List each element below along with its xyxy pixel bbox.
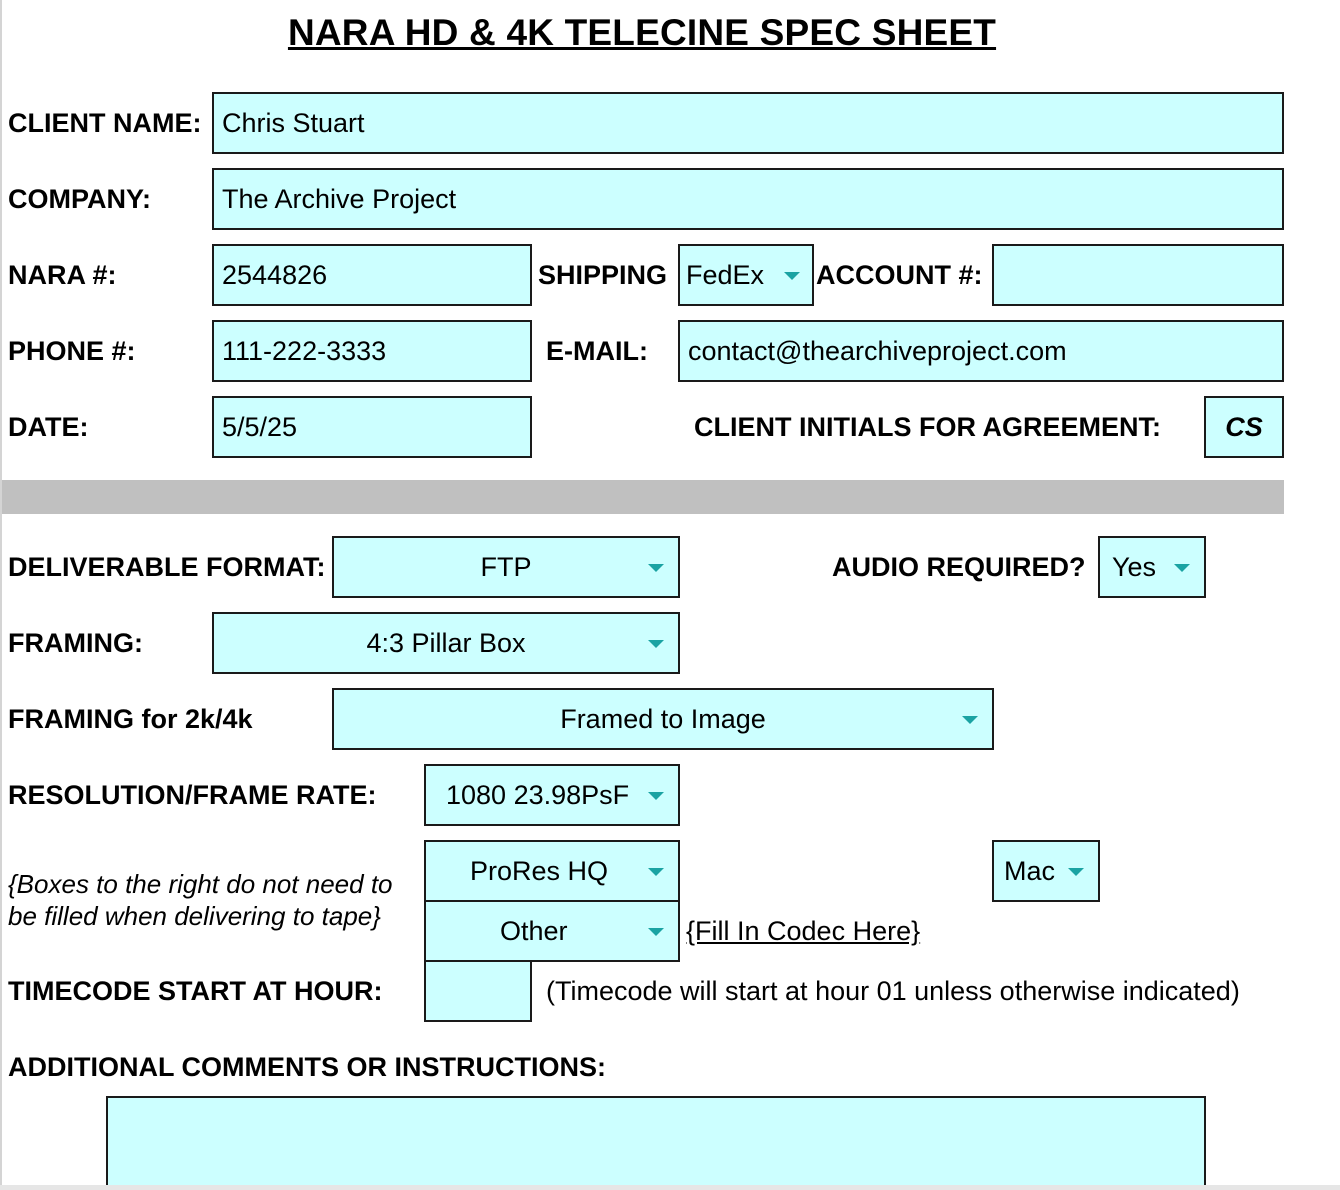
company-field[interactable] [212,168,1284,230]
company-label: COMPANY: [8,184,151,214]
framing-value: 4:3 Pillar Box [366,627,526,658]
framing-2k-4k-value: Framed to Image [560,703,766,734]
timecode-note: (Timecode will start at hour 01 unless otherwise indicated) [546,976,1240,1006]
codec-note: {Boxes to the right do not need to be filled when delivering to tape} [8,869,393,931]
nara-number-field[interactable] [212,244,532,306]
client-initials-field[interactable] [1204,396,1284,458]
other-codec-value: Other [500,915,568,946]
framing-2k-4k-dropdown[interactable] [332,688,994,750]
date-value: 5/5/25 [222,411,298,442]
timecode-start-field[interactable] [424,960,532,1022]
resolution-frame-rate-label: RESOLUTION/FRAME RATE: [8,780,377,810]
platform-value: Mac [1004,855,1056,886]
company-value: The Archive Project [222,183,457,214]
sheet-left-edge [0,0,2,1190]
framing-2k-4k-label: FRAMING for 2k/4k [8,704,253,734]
shipping-dropdown[interactable] [678,244,814,306]
other-codec-dropdown[interactable] [424,900,680,962]
shipping-value: FedEx [686,259,765,290]
resolution-frame-rate-value: 1080 23.98PsF [446,779,630,810]
chevron-down-icon [648,868,664,876]
chevron-down-icon [648,640,664,648]
additional-comments-field[interactable] [106,1096,1206,1190]
audio-required-value: Yes [1112,551,1157,582]
codec-dropdown[interactable] [424,840,680,902]
fill-in-codec-link[interactable]: {Fill In Codec Here} [686,916,921,946]
chevron-down-icon [648,928,664,936]
client-name-value: Chris Stuart [222,107,365,138]
email-field[interactable] [678,320,1284,382]
timecode-start-label: TIMECODE START AT HOUR: [8,976,383,1006]
client-initials-label: CLIENT INITIALS FOR AGREEMENT: [694,412,1161,442]
deliverable-format-dropdown[interactable] [332,536,680,598]
date-label: DATE: [8,412,89,442]
client-name-label: CLIENT NAME: [8,108,202,138]
nara-number-value: 2544826 [222,259,328,290]
account-number-field[interactable] [992,244,1284,306]
audio-required-dropdown[interactable] [1098,536,1206,598]
codec-value: ProRes HQ [470,855,609,886]
deliverable-format-label: DELIVERABLE FORMAT: [8,552,326,582]
nara-number-label: NARA #: [8,260,117,290]
deliverable-format-value: FTP [480,551,532,582]
chevron-down-icon [1174,564,1190,572]
sheet-bottom-edge [0,1185,1340,1190]
client-initials-value: CS [1225,411,1263,442]
phone-number-label: PHONE #: [8,336,136,366]
additional-comments-label: ADDITIONAL COMMENTS OR INSTRUCTIONS: [8,1052,606,1082]
chevron-down-icon [784,272,800,280]
audio-required-label: AUDIO REQUIRED? [832,552,1086,582]
account-number-label: ACCOUNT #: [816,260,983,290]
email-label: E-MAIL: [546,336,648,366]
shipping-label: SHIPPING [538,260,668,290]
resolution-frame-rate-dropdown[interactable] [424,764,680,826]
email-value: contact@thearchiveproject.com [688,335,1067,366]
date-field[interactable] [212,396,532,458]
section-divider [2,480,1284,514]
client-name-field[interactable] [212,92,1284,154]
platform-dropdown[interactable] [992,840,1100,902]
phone-number-value: 111-222-3333 [222,335,387,366]
page-title: NARA HD & 4K TELECINE SPEC SHEET [287,12,997,53]
chevron-down-icon [648,792,664,800]
framing-label: FRAMING: [8,628,143,658]
chevron-down-icon [962,716,978,724]
chevron-down-icon [648,564,664,572]
chevron-down-icon [1068,868,1084,876]
phone-number-field[interactable] [212,320,532,382]
framing-dropdown[interactable] [212,612,680,674]
